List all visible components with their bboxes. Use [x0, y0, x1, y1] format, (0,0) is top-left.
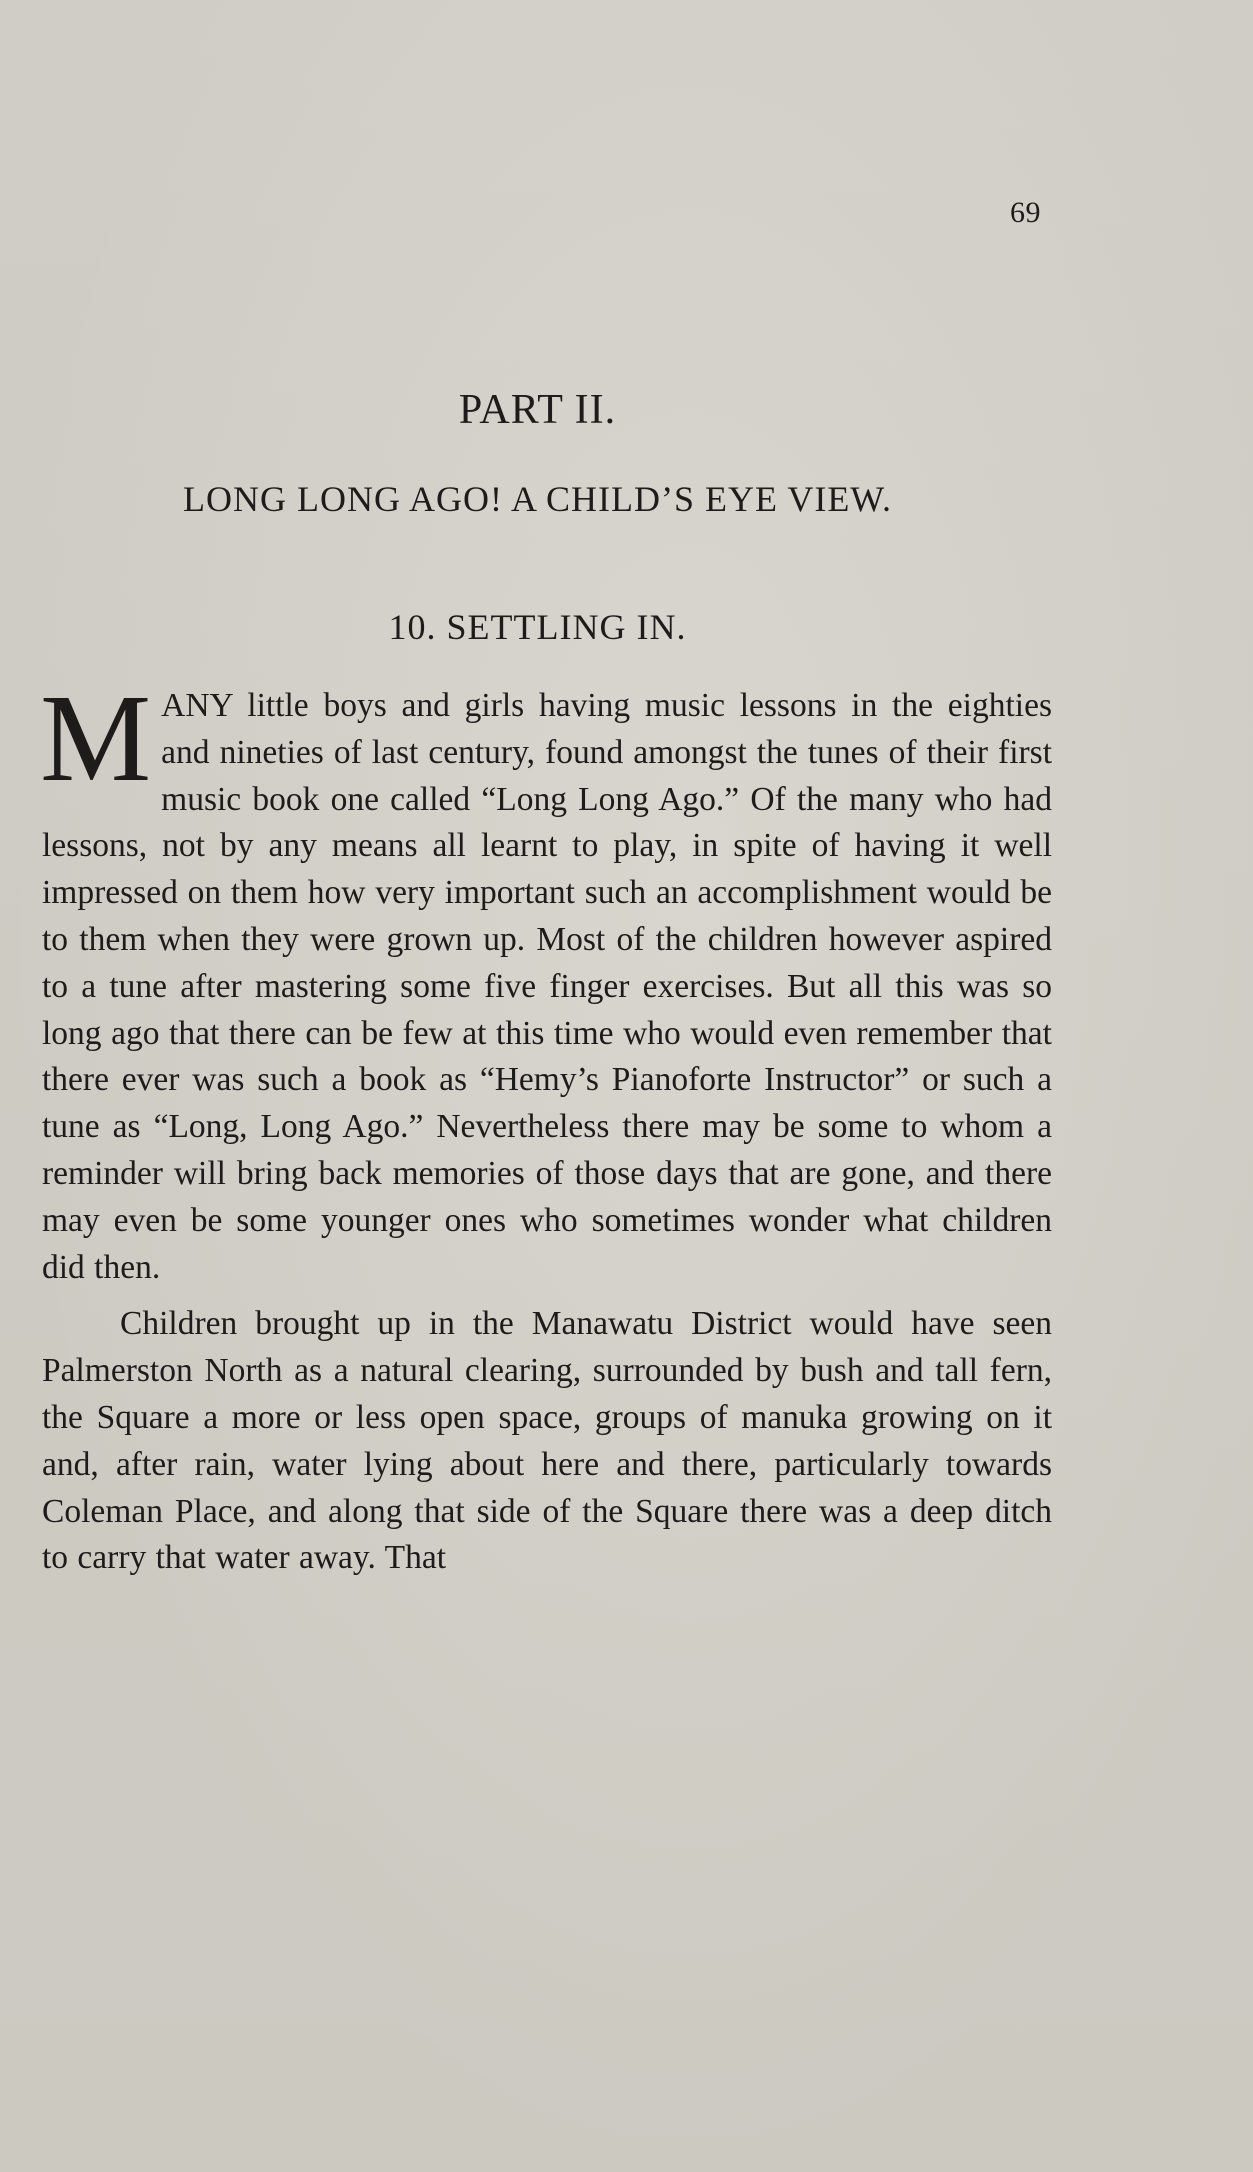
section-title: 10. SETTLING IN. [388, 607, 687, 647]
lead-caps: ANY [161, 687, 233, 724]
paragraph-2: Children brought up in the Manawatu District would have seen Palmerston North as a natural clearing, surrounded by bush and tall fern, the Square a more or less open space, groups of manuka growing on it and, after rain, water lying about here and there, particularly towards Coleman Place, and along that side of the Square there was a deep ditch to carry that water away. That [42, 1305, 1052, 1577]
part-subtitle: LONG LONG AGO! A CHILD’S EYE VIEW. [183, 479, 892, 519]
paragraph-1 [40, 670, 1052, 1291]
part-title: PART II. [458, 387, 617, 433]
paragraph-1-text: little boys and girls having music lessons in the eighties and nineties of last century, found amongst the tunes of their first music book one called “Long Long Ago.” Of the many who had lessons, not by any means all learnt to play, in spite of having it well impressed on them how very important such an accomplishment would be to them when they were grown up. Most of the children however aspired to a tune after mastering some five finger exercises. But all this was so long ago that there can be few at this time who would even remember that there ever was such a book as “Hemy’s Pianoforte Instructor” or such a tune as “Long, Long Ago.” Nevertheless there may be some to whom a reminder will bring back memories of those days that are gone, and there may even be some younger ones who sometimes wonder what children did then. [42, 687, 1052, 1286]
drop-cap: M [40, 670, 152, 808]
page-number: 69 [1010, 196, 1041, 229]
body-text [40, 670, 1052, 1582]
